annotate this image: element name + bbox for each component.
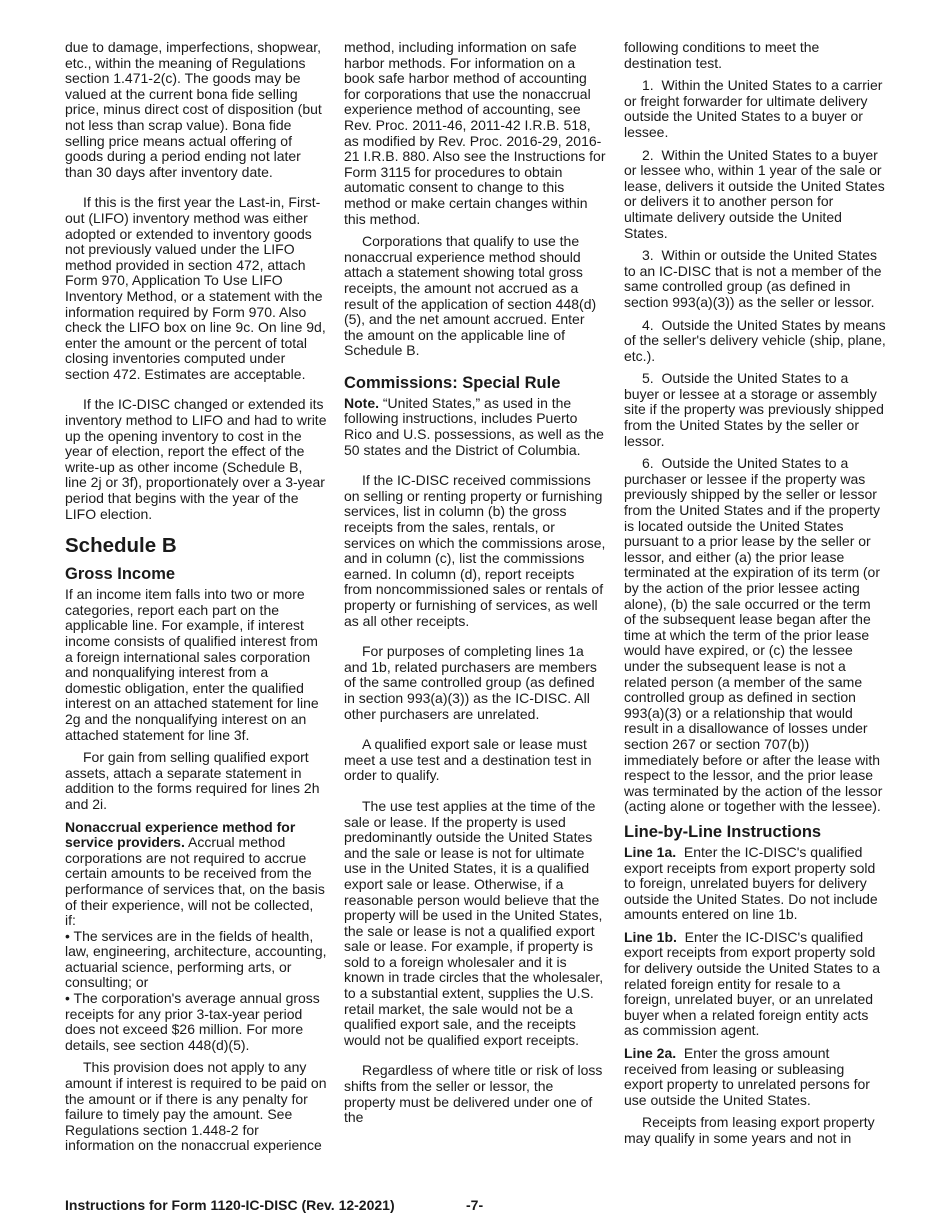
paragraph-line-1a: Line 1a. Enter the IC-DISC's qualified export receipts from export property sold to foreign, unrelated buyers for delivery outside the United States. Do not include amounts entered on line 1b. [624,843,878,923]
page-number: -7- [466,1197,484,1213]
paragraph-use-test: The use test applies at the time of the sale or lease. If the property is used predominantly outside the United States and the sale or lease is not for ultimate use in the United States, it is a qualified export sale or lease. Otherwise, if a reasonable person would believe that the property will be used in the United States, the sale or lease is not a qualified export sale or lease. For example, if property is sold to a foreign wholesaler and it is known in trade circles that the wholesaler, to a substantial extent, supplies the U.S. retail market, the sale would not be a qualified export sale, and the receipts would not be qualified export receipts. [344,797,604,1048]
paragraph-nonaccrual-statement: Corporations that qualify to use the nonaccrual experience method should attach a statement showing total gross receipts, the amount not accrued as a result of the application of section 448(d)(5), and the net amount accrued. Enter the amount on the applicable line of Schedule B. [344,233,597,359]
paragraph-leasing-receipts: Receipts from leasing export property may qualify in some years and not in [624,1114,875,1146]
paragraph-united-states-note [344,396,606,458]
paragraph-qualified-export: A qualified export sale or lease must meet a use test and a destination test in order to qualify. [344,736,592,784]
text-column-middle [344,40,606,1133]
line-1b-lead: Line 1b. [624,928,677,945]
paragraph-title-risk: Regardless of where title or risk of loss shifts from the seller or lessor, the property must be delivered under one of the [344,1062,603,1126]
bullet-icon: • [65,927,70,944]
bullet-icon: • [65,990,70,1007]
list-item: 2. Within the United States to a buyer or lessee who, within 1 year of the sale or lease, delivers it outside the United States or delivers it to another person for ultimate delivery outside the United States. [624,146,885,241]
paragraph-lifo-first-year: If this is the first year the Last-in, First-out (LIFO) inventory method was either adopted or extended to inventory goods not previously valued under the LIFO method provided in section 472, attach Form 970, Application To Use LIFO Inventory Method, or a statement with the information required by Form 970. Also check the LIFO box on line 9c. On line 9d, enter the amount or the percent of total closing inventories computed under section 472. Estimates are acceptable. [65,194,326,382]
nonaccrual-text: Accrual method corporations are not required to accrue certain amounts to be received from the performance of services that, on the basis of their experience, will not be collected, if: [65,834,325,929]
heading-commissions-special-rule: Commissions: Special Rule [344,373,561,392]
list-item: • The services are in the fields of health, law, engineering, architecture, accounting, actuarial science, performing arts, or consulting; or [65,927,327,991]
paragraph-nonaccrual-method [65,820,327,929]
text-column-left [65,40,327,1161]
paragraph-export-assets-gain: For gain from selling qualified export assets, attach a separate statement in addition to the forms required for lines 2h and 2i. [65,749,320,812]
nonaccrual-lead: Nonaccrual experience method for service providers. [65,818,296,851]
paragraph-related-purchasers: For purposes of completing lines 1a and 1b, related purchasers are members of the same controlled group (as defined in section 993(a)(3)) as the IC-DISC. All other purchasers are unrelated. [344,643,597,722]
paragraph-nonaccrual-exception: This provision does not apply to any amount if interest is required to be paid on the amount or if there is any penalty for failure to timely pay the amount. See Regulations section 1.448-2 for information on the nonaccrual experience [65,1059,327,1154]
paragraph-line-2a: Line 2a. Enter the gross amount received from leasing or subleasing export property to unrelated persons for use outside the United States. [624,1045,870,1108]
list-item: 4. Outside the United States by means of the seller's delivery vehicle (ship, plane, etc.). [624,316,886,364]
paragraph-income-categories: If an income item falls into two or more categories, report each part on the applicable line. For example, if interest income consists of qualified interest from a foreign international sales corporation and nonqualifying interest from a domestic obligation, enter the qualified interest on an attached statement for line 2g and the nonqualifying interest on an attached statement for line 3f. [65,586,319,743]
paragraph-safe-harbor: method, including information on safe harbor methods. For information on a book safe harbor method of accounting for corporations that use the nonaccrual experience method of accounting, see Rev. Proc. 2011-46, 2011-42 I.R.B. 518, as modified by Rev. Proc. 2016-29, 2016-21 I.R.B. 880. Also see the Instructions for Form 3115 for procedures to obtain automatic consent to change to this method or make certain changes within this method. [344,39,606,227]
text-column-right [624,40,886,1154]
paragraph-destination-test: following conditions to meet the destination test. [624,39,820,71]
line-2a-lead: Line 2a. [624,1045,677,1062]
list-item: 6. Outside the United States to a purchaser or lessee if the property was previously shipped by the seller or lessor from the United States and if the property is located outside the United States pursuant to a prior lease by the seller or lessor, and either (a) the prior lease terminated at the expiration of its term (or by the action of the prior lessee acting alone), (b) the sale occurred or the term of the subsequent lease began after the time at which the term of the prior lease would have expired, or (c) the lessee under the subsequent lease is not a related person (a member of the same controlled group as defined in section 993(a)(3) or a relationship that would result in a disallowance of losses under section 267 or section 707(b)) immediately before or after the lease with respect to the lessor, and the prior lease was terminated by the action of the lessor (acting alone or together with the lessee). [624,455,883,815]
heading-gross-income: Gross Income [65,565,176,584]
list-item: 1. Within the United States to a carrier or freight forwarder for ultimate delivery outside the United States to a buyer or lessee. [624,77,883,140]
heading-line-by-line: Line-by-Line Instructions [624,822,822,841]
list-item: 5. Outside the United States to a buyer or lessee at a storage or assembly site if the property was previously shipped from the United States by the seller or lessor. [624,370,884,449]
paragraph-lifo-write-up: If the IC-DISC changed or extended its inventory method to LIFO and had to write up the opening inventory to cost in the year of election, report the effect of the write-up as other income (Schedule B, line 2j or 3f), proportionately over a 3-year period that begins with the year of the LIFO election. [65,396,327,522]
paragraph-commissions: If the IC-DISC received commissions on selling or renting property or furnishing services, list in column (b) the gross receipts from the sales, rentals, or services on which the commissions arose, and in column (c), list the commissions earned. In column (d), report receipts from noncommissioned sales or rentals of property or furnishing of services, as well as all other receipts. [344,472,606,629]
line-1a-lead: Line 1a. [624,843,677,860]
list-item: 3. Within or outside the United States to an IC-DISC that is not a member of the same controlled group (as defined in section 993(a)(3)) as the seller or lessor. [624,247,882,310]
page-footer [65,1197,885,1213]
footer-form-title: Instructions for Form 1120-IC-DISC (Rev. 12-2021) [65,1197,395,1213]
note-lead: Note. [344,394,379,411]
heading-schedule-b: Schedule B [65,534,177,558]
paragraph-inventory-valuation: due to damage, imperfections, shopwear, etc., within the meaning of Regulations section 1.471-2(c). The goods may be valued at the current bona fide selling price, minus direct cost of disposition (but not less than scrap value). Bona fide selling price means actual offering of goods during a period ending not later than 30 days after inventory date. [65,39,322,180]
paragraph-line-1b: Line 1b. Enter the IC-DISC's qualified export receipts from export property sold for delivery outside the United States to a related foreign entity for resale to a foreign, unrelated buyer, or an unrelated buyer when a related foreign entity acts as commission agent. [624,928,881,1039]
list-item: • The corporation's average annual gross receipts for any prior 3-tax-year period does not exceed $26 million. For more details, see section 448(d)(5). [65,990,320,1053]
note-text: “United States,” as used in the following instructions, includes Puerto Rico and U.S. possessions, as well as the 50 states and the District of Columbia. [344,394,604,458]
